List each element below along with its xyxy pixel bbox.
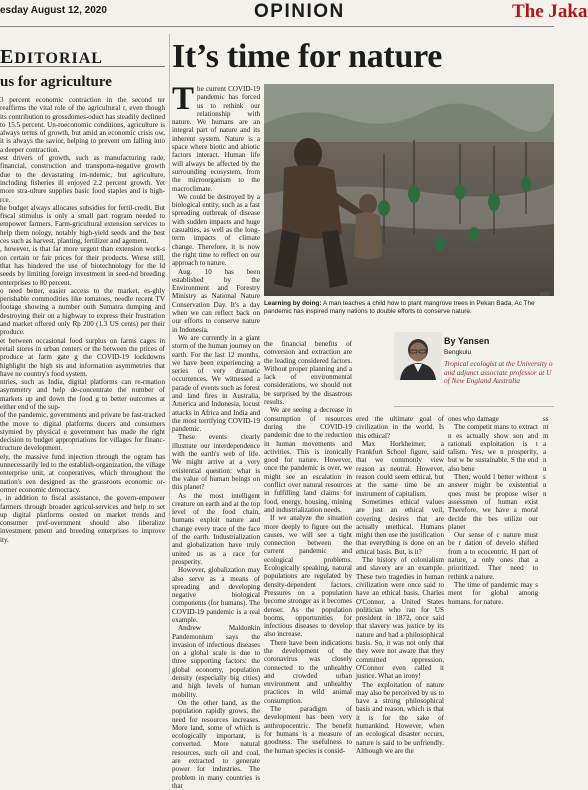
article-paragraph: he current COVID-19 pandemic has forced us to rethink our relationship with nature. We humans are an integral part of nature and its inherent system. Nature is a space where biotic and abiotic factors interact. Human life will always be affected by the surrounding ecosystem, from the microorganism to the macroclimate. bbox=[172, 85, 260, 193]
article-paragraph: We could be destroyed by a biological entity, such as a fast spreading outbreak of disease with sudden impacts and huge casualties, as well as the long-term impacts of climate change. Therefore, it is now the right time to reflect on our approach to nature. bbox=[172, 192, 260, 268]
caption-text: A man teaches a child how to plant mangrove trees in Pekan Bada, Ac The pandemic has inspired many nations to double efforts to conserve nature. bbox=[264, 300, 535, 315]
article-column-3 bbox=[356, 415, 444, 755]
editorial-paragraph: est drivers of growth, such as manufacturing rade, financial, construction and transporta-negative growth due to the devastating im-ndemic, but agriculture, including fisheries ill enjoyed 2.2 percent growth. Yet more stra-ulture supplies basic food staples and is high-rce. bbox=[0, 154, 165, 204]
editorial-title: us for agriculture bbox=[0, 74, 112, 90]
line-fragment: a bbox=[543, 439, 547, 448]
issue-date: esday August 12, 2020 bbox=[0, 5, 107, 16]
editorial-label-rest: DITORIAL bbox=[14, 50, 103, 67]
article-paragraph: The time of pandemic may s ment for global among humans. for nature. bbox=[448, 580, 538, 606]
caption-lead: Learning by doing: bbox=[264, 300, 322, 307]
line-fragment: n bbox=[543, 464, 547, 473]
article-paragraph: There have been indications the development of the coronavirus was closely connected to the unhealthy and crowded urban environment and unhealthy practices in wild animal consumption. bbox=[264, 638, 352, 705]
line-fragment: nt bbox=[543, 423, 549, 432]
article-paragraph: The competit mans to extract n es actually show son and rationali exploitation is t talism. Yes, we n prosperity, but w be sustainable. S the end also bene bbox=[448, 423, 538, 473]
section-title: OPINION bbox=[254, 1, 345, 22]
article-paragraph: Andrew Maldonkin Pandemonium says the invasion of infectious diseases on a global scale is due to three supporting factors: the global economy, population density (especially big cities) and high levels of human mobility. bbox=[172, 624, 260, 699]
column-divider bbox=[169, 34, 170, 674]
editorial-rule bbox=[0, 66, 165, 67]
editorial-paragraph: of the pandemic, governments and private be fast-tracked the move to digital platforms ducers and consumers stymied by physical e government has made the right decision to budget appropriations for villages for financ-tructure development. bbox=[0, 411, 165, 453]
editorial-label-initial: E bbox=[0, 46, 15, 68]
line-fragment: ss bbox=[543, 415, 549, 423]
article-column-1 bbox=[172, 81, 260, 790]
article-paragraph: As the most intelligent creature on earth and at the top level of the food chain, humans exploit nature and change every trace of the face of the earth. Industrialization and globalization have truly united us as a race for prosperity. bbox=[172, 491, 260, 566]
line-fragment: n bbox=[543, 456, 547, 465]
newspaper-brand: The Jaka bbox=[512, 1, 588, 22]
article-paragraph: The exploitation of nature may also be perceived by us to have a strong philosophical basis and reason, which is that it is for the sake of humankind. However, when an ecological disaster occurs, nature is said to be unfriendly. Although we are the bbox=[356, 680, 444, 755]
editorial-paragraph: , however, is that far more urgent than extension work-s on certain or fair prices for their products. Worse still, that has hindered the use of biotechnology for the ld seeds by limiting foreign investment in seed-nd breeding enterprises to 80 percent. bbox=[0, 245, 165, 287]
editorial-paragraph: 3 percent economic contraction in the second ter reaffirms the vital role of the agricultural r, even though its contribution to grossdomes-oduct has steadily declined to 15.5 percent. Un-roeconomic conditions, agriculture is always terms of growth, but amid an economic crisis ow, it is always the savior, helping to prevent om falling into a deeper contraction. bbox=[0, 96, 165, 154]
article-headline: It’s time for nature bbox=[172, 38, 443, 75]
author-portrait-icon bbox=[394, 332, 442, 380]
article-paragraph: Then, would l better without answer might be existential ques must be propose wiser assessmen of human exist Therefore, we have a moral decide the bes utilize our planet bbox=[448, 473, 538, 531]
article-paragraph: If we analyze the situation more deeply to figure out the causes, we will see a tight connection between the current pandemic and ecological problems. Ecologically speaking, natural populations are regulated by density-dependent factors. Pressures on a population become stronger as it becomes denser. As the population booms, opportunities for infectious diseases to develop also increase. bbox=[264, 514, 352, 639]
byline-rule bbox=[394, 406, 554, 407]
article-paragraph: the financial benefits of conversion and extraction are the leading considered factors. Without proper planning and a lack of environmental considerations, we should not be surprised by the disastrous results. bbox=[264, 340, 352, 407]
author-name: By Yansen bbox=[444, 336, 490, 346]
editorial-paragraph: ntries, such as India, digital platforms can re-rmation asymmetry and help de-concentrate the number of markets up and down the food g to better outcomes at either end of the sup- bbox=[0, 378, 165, 411]
editorial-paragraph: ely, the massive fund injection through the ogram has unnecessarily led to the establish-organization, the village enterprise unit, at cooperatives, which throughout the nation's een designed as the grassroots economic or-ormer economic democracy. bbox=[0, 452, 165, 494]
article-paragraph: The history of colonialism and slavery are an example. These two tragedies in human civilization were once said to have an ethical basis. Charles O'Connor, a United States politician who ran for US president in 1872, once said that slavery was justice by its nature and had a philosophical basis. So, it was not only that they were not aware that they committed oppression, O'Connor even called it justice. What an irony! bbox=[356, 556, 444, 681]
article-column-4 bbox=[448, 415, 538, 674]
article-paragraph: ered the ultimate goal of civilization in the world. Is this ethical? bbox=[356, 415, 444, 440]
article-paragraph: Sometimes ethical values are just an ethical veil, covering desires that are actually unethical. Humans might then use the justification that everything is done on an ethical basis. But, is it? bbox=[356, 497, 444, 556]
line-fragment: a bbox=[543, 448, 547, 457]
author-avatar bbox=[394, 332, 442, 380]
editorial-body bbox=[0, 96, 165, 544]
editorial-paragraph: he budget always allocates subsidies for fertil-credit. But fiscal stimulus is only a small part rogram needed to empower farmers. Farm-gricultural extension services to help them nology, notably high-yield seeds and the best ces such as harvest, planting, fertilizer and agement. bbox=[0, 203, 165, 246]
article-paragraph: Aug. 10 has been established by the Environment and Forestry Ministry as National Nature Conservation Day. It's a day when we can reflect back on our efforts to conserve nature in Indonesia. bbox=[172, 267, 260, 334]
article-paragraph: The paradigm of development has been very anthropocentric. The benefit for humans is a measure of goodness. The usefulness to the human species is consid- bbox=[264, 705, 352, 755]
mangrove-planting-photo bbox=[264, 84, 554, 296]
photo-caption bbox=[264, 300, 554, 316]
line-fragment: s bbox=[543, 473, 546, 482]
article-paragraph: Max Horkheimer, a Frankfurt School figure, said that we commonly view reason as neutral. However, reason could seem ethical, but at the same time be an instrument of capitalism. bbox=[356, 439, 444, 498]
article-column-2 bbox=[264, 340, 352, 755]
photo-credit: AFP bbox=[540, 292, 550, 298]
editorial-paragraph: et between occasional food surplus on farms cages in retail stores in urban centers or the between the prices of produce at farm gate g the COVID-19 lockdowns highlight the high sts and information asymmetries that have ne country's food system. bbox=[0, 336, 165, 378]
line-fragment: n bbox=[543, 481, 547, 490]
line-fragment: n bbox=[543, 489, 547, 498]
article-paragraph: Our sense of c nature must be r dation of develo shifted from a to ecocentric. H part of nature, a only ones that a prioritized. Ther need to rethink a nature. bbox=[448, 531, 538, 581]
drop-cap: T bbox=[172, 81, 195, 117]
article-paragraph: These events clearly illustrate our interdependence with the earth's web of life. We might arrive at a very existential question: what is the value of human beings on this planet? bbox=[172, 433, 260, 492]
author-bio: Tropical ecologist at the University o and adjunct associate professor at U of New England Australia bbox=[444, 359, 553, 386]
article-paragraph: We are seeing a decrease in consumption of resources during the COVID-19 pandemic due to the reduction in human movements and activities. This is ironically good for nature. However, once the pandemic is over, we might see an escalation in conflict over natural resources in fulfilling land claims for food, energy, housing, mining and industrialization needs. bbox=[264, 406, 352, 514]
editorial-paragraph: o need better, easier access to the market, es-ghly perishable commodities like tomatoes, needle recent TV footage showing a number outh Sumatra dumping and destroying their on a highway to express their frustration and market offered only Rp 200 (1.3 US cents) per their produce. bbox=[0, 286, 165, 337]
author-location: Bengkulu bbox=[444, 349, 472, 356]
editorial-paragraph: , in addition to fiscal assistance, the govern-empower farmers through broader agricul-services and help to set up digital platforms oosted on market trends and consumer pref-overnment should also liberalize investment pment and breeding enterprises to improve ity. bbox=[0, 494, 165, 544]
article-paragraph: We are currently in a giant storm of the human journey on earth. For the last 12 months, we have been experiencing a series of very dramatic occurrences. We witnessed a parade of events such as forest and land fires in Australia, America and Indonesia, locust attacks in Africa and India and the most terrifying COVID-19 pandemic. bbox=[172, 333, 260, 434]
article-paragraph: However, globalization may also serve as a means of spreading and developing negative biological components (for humans). The COVID-19 pandemic is a real example. bbox=[172, 566, 260, 624]
article-paragraph: ones who damage bbox=[448, 415, 499, 423]
article-column-5-fragment bbox=[543, 415, 554, 674]
article-photo bbox=[264, 84, 554, 296]
line-fragment: m bbox=[543, 431, 549, 440]
article-paragraph: On the other hand, as the population rapidly grows, the need for resources increases. More land, some of which is ecologically important, is converted. More natural resources, such oil and coal, are extracted to generate power for industries. The problem in many countries is that bbox=[172, 698, 260, 790]
